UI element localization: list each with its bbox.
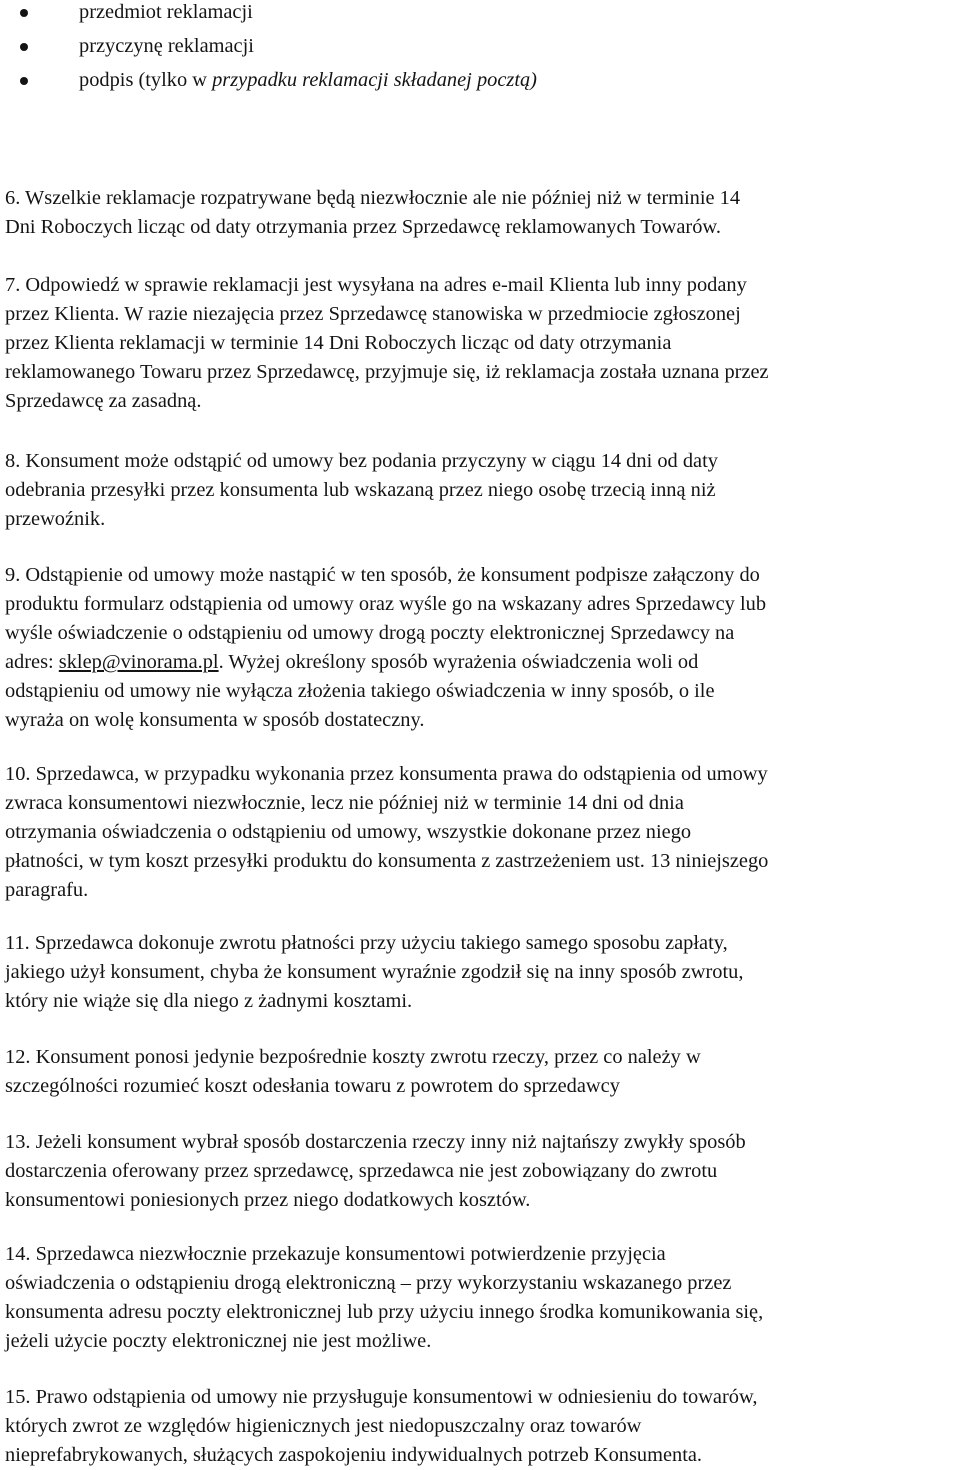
text-line: 7. Odpowiedź w sprawie reklamacji jest wysyłana na adres e-mail Klienta lub inny podany bbox=[5, 274, 747, 296]
text-line: szczególności rozumieć koszt odesłania towaru z powrotem do sprzedawcy bbox=[5, 1075, 620, 1097]
text-line: 10. Sprzedawca, w przypadku wykonania przez konsumenta prawa do odstąpienia od umowy bbox=[5, 763, 768, 785]
address-label: adres: bbox=[5, 651, 59, 673]
text-line: jakiego użył konsument, chyba że konsument wyraźnie zgodził się na inny sposób zwrotu, bbox=[5, 961, 744, 983]
text-line: dostarczenia oferowany przez sprzedawcę, sprzedawca nie jest zobowiązany do zwrotu bbox=[5, 1160, 718, 1182]
text-line: wyśle oświadczenie o odstąpieniu od umowy drogą poczty elektronicznej Sprzedawcy na bbox=[5, 622, 735, 644]
list-item-text: przyczynę reklamacji bbox=[79, 35, 254, 57]
text-line: 14. Sprzedawca niezwłocznie przekazuje konsumentowi potwierdzenie przyjęcia bbox=[5, 1243, 666, 1265]
text-line: konsumentowi poniesionych przez niego dodatkowych kosztów. bbox=[5, 1189, 531, 1211]
paragraph-14 bbox=[5, 1240, 763, 1356]
text-line: Sprzedawcę za zasadną. bbox=[5, 390, 202, 412]
paragraph-7 bbox=[5, 271, 769, 416]
text-line: odebrania przesyłki przez konsumenta lub wskazaną przez niego osobę trzecią inną niż bbox=[5, 479, 716, 501]
paragraph-13 bbox=[5, 1128, 746, 1215]
bullet-icon bbox=[20, 43, 28, 51]
text-line: przez Klienta. W razie niezajęcia przez Sprzedawcę stanowiska w przedmiocie zgłoszonej bbox=[5, 303, 741, 325]
paragraph-15 bbox=[5, 1383, 757, 1470]
list-item-italic-text: przypadku reklamacji składanej pocztą) bbox=[212, 69, 537, 91]
text-line: odstąpieniu od umowy nie wyłącza złożenia takiego oświadczenia w inny sposób, o ile bbox=[5, 680, 715, 702]
list-item bbox=[0, 32, 537, 66]
list-item-text: przedmiot reklamacji bbox=[79, 1, 253, 23]
text-line: produktu formularz odstąpienia od umowy oraz wyśle go na wskazany adres Sprzedawcy lub bbox=[5, 593, 767, 615]
text-line: przewoźnik. bbox=[5, 508, 106, 530]
text-line: 8. Konsument może odstąpić od umowy bez podania przyczyny w ciągu 14 dni od daty bbox=[5, 450, 718, 472]
text-line bbox=[5, 648, 766, 677]
text-line: 6. Wszelkie reklamacje rozpatrywane będą niezwłocznie ale nie później niż w terminie 14 bbox=[5, 187, 741, 209]
text-line: płatności, w tym koszt przesyłki produktu do konsumenta z zastrzeżeniem ust. 13 niniejszego bbox=[5, 850, 769, 872]
text-line: 15. Prawo odstąpienia od umowy nie przysługuje konsumentowi w odniesieniu do towarów, bbox=[5, 1386, 758, 1408]
text-line: reklamowanego Towaru przez Sprzedawcę, przyjmuje się, iż reklamacja została uznana przez bbox=[5, 361, 769, 383]
text-line: przez Klienta reklamacji w terminie 14 Dni Roboczych licząc od daty otrzymania bbox=[5, 332, 672, 354]
text-line: który nie wiąże się dla niego z żadnymi kosztami. bbox=[5, 990, 413, 1012]
text-line: konsumenta adresu poczty elektronicznej lub przy użyciu innego środka komunikowania się, bbox=[5, 1301, 764, 1323]
text-line: otrzymania oświadczenia o odstąpieniu od umowy, wszystkie dokonane przez niego bbox=[5, 821, 692, 843]
text-line: nieprefabrykowanych, służących zaspokojeniu indywidualnych potrzeb Konsumenta. bbox=[5, 1444, 703, 1466]
paragraph-8 bbox=[5, 447, 718, 534]
text-line: jeżeli użycie poczty elektronicznej nie jest możliwe. bbox=[5, 1330, 432, 1352]
paragraph-6 bbox=[5, 184, 740, 242]
requirements-list bbox=[0, 0, 537, 100]
text-line: zwraca konsumentowi niezwłocznie, lecz nie później niż w terminie 14 dni od dnia bbox=[5, 792, 684, 814]
list-item-text: podpis (tylko w bbox=[79, 69, 213, 91]
email-link[interactable]: sklep@vinorama.pl bbox=[58, 651, 219, 673]
bullet-icon bbox=[20, 77, 28, 85]
paragraph-11 bbox=[5, 929, 743, 1016]
paragraph-12 bbox=[5, 1043, 701, 1101]
text-line: Dni Roboczych licząc od daty otrzymania przez Sprzedawcę reklamowanych Towarów. bbox=[5, 216, 721, 238]
paragraph-9 bbox=[5, 561, 766, 735]
text-line: oświadczenia o odstąpieniu drogą elektroniczną – przy wykorzystaniu wskazanego przez bbox=[5, 1272, 732, 1294]
text-line: 12. Konsument ponosi jedynie bezpośrednie koszty zwrotu rzeczy, przez co należy w bbox=[5, 1046, 701, 1068]
text-line: wyraża on wolę konsumenta w sposób dostateczny. bbox=[5, 709, 425, 731]
bullet-icon bbox=[20, 9, 28, 17]
text-line: 13. Jeżeli konsument wybrał sposób dostarczenia rzeczy inny niż najtańszy zwykły sposób bbox=[5, 1131, 746, 1153]
text-line: których zwrot ze względów higienicznych jest niedopuszczalny oraz towarów bbox=[5, 1415, 642, 1437]
text-line: paragrafu. bbox=[5, 879, 89, 901]
paragraph-10 bbox=[5, 760, 768, 905]
text-line: 9. Odstąpienie od umowy może nastąpić w ten sposób, że konsument podpisze załączony do bbox=[5, 564, 760, 586]
text-line: 11. Sprzedawca dokonuje zwrotu płatności przy użyciu takiego samego sposobu zapłaty, bbox=[5, 932, 728, 954]
address-continuation: . Wyżej określony sposób wyrażenia oświadczenia woli od bbox=[218, 651, 699, 673]
list-item bbox=[0, 0, 537, 32]
list-item bbox=[0, 66, 537, 100]
